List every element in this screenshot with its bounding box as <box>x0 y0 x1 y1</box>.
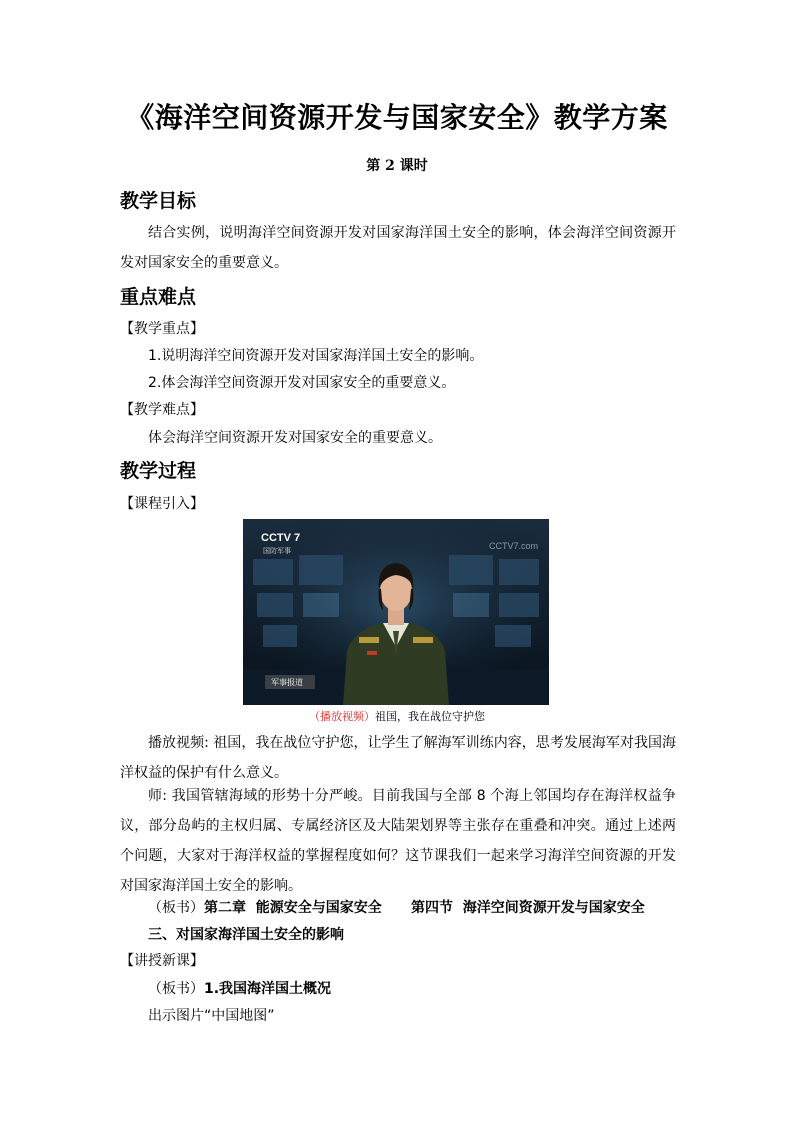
board-chapter-text: 第二章 能源安全与国家安全 第四节 海洋空间资源开发与国家安全 <box>204 900 645 916</box>
board-note-overview <box>148 978 331 998</box>
key-point-2: 2.体会海洋空间资源开发对国家安全的重要意义。 <box>148 375 456 391</box>
key-point-1: 1.说明海洋空间资源开发对国家海洋国土安全的影响。 <box>148 348 484 364</box>
goals-paragraph: 结合实例，说明海洋空间资源开发对国家海洋国土安全的影响，体会海洋空间资源开发对国家安全的重要意义。 <box>120 225 676 271</box>
video-frame-image <box>243 519 549 705</box>
section-heading-key-points: 重点难点 <box>120 286 197 308</box>
board-note-chapter <box>148 897 645 917</box>
show-map-instruction: 出示图片“中国地图” <box>148 1008 275 1024</box>
teacher-paragraph: 师: 我国管辖海域的形势十分严峻。目前我国与全部 8 个海上邻国均存在海洋权益争议，部分岛屿的主权归属、专属经济区及大陆架划界等主张存在重叠和冲突。通过上述两个问题，大家对于海洋权益的掌握程度如何？这节课我们一起来学习海洋空间资源的开发对国家海洋国土安全的影响。 <box>120 788 676 894</box>
key-points-tag: 【教学重点】 <box>120 321 204 337</box>
video-caption <box>0 708 794 724</box>
video-paragraph: 播放视频: 祖国，我在战位守护您，让学生了解海军训练内容，思考发展海军对我国海洋权益的保护有什么意义。 <box>120 735 676 781</box>
video-caption-title: 祖国，我在战位守护您 <box>375 710 485 723</box>
cctv-channel-name: 国防军事 <box>263 548 291 555</box>
document-title: 《海洋空间资源开发与国家安全》教学方案 <box>126 101 668 134</box>
section-heading-goals: 教学目标 <box>120 190 197 212</box>
section-heading-process: 教学过程 <box>120 460 197 482</box>
difficulty-tag: 【教学难点】 <box>120 402 204 418</box>
cctv-logo-right: CCTV7.com <box>489 541 539 551</box>
lesson-period: 第 2 课时 <box>366 158 428 174</box>
board-prefix-2: （板书） <box>148 981 204 997</box>
board-prefix: （板书） <box>148 900 204 916</box>
board-note-subsection: 三、对国家海洋国土安全的影响 <box>148 927 344 943</box>
intro-tag: 【课程引入】 <box>120 496 204 512</box>
news-program-tag: 军事报道 <box>271 678 303 687</box>
board-overview-text: 1.我国海洋国土概况 <box>204 981 332 997</box>
cctv-logo-left: CCTV 7 <box>261 532 301 544</box>
difficulty-text: 体会海洋空间资源开发对国家安全的重要意义。 <box>148 430 442 446</box>
new-lesson-tag: 【讲授新课】 <box>120 953 204 969</box>
news-video-still <box>243 519 549 705</box>
video-caption-label: （播放视频） <box>309 710 375 723</box>
